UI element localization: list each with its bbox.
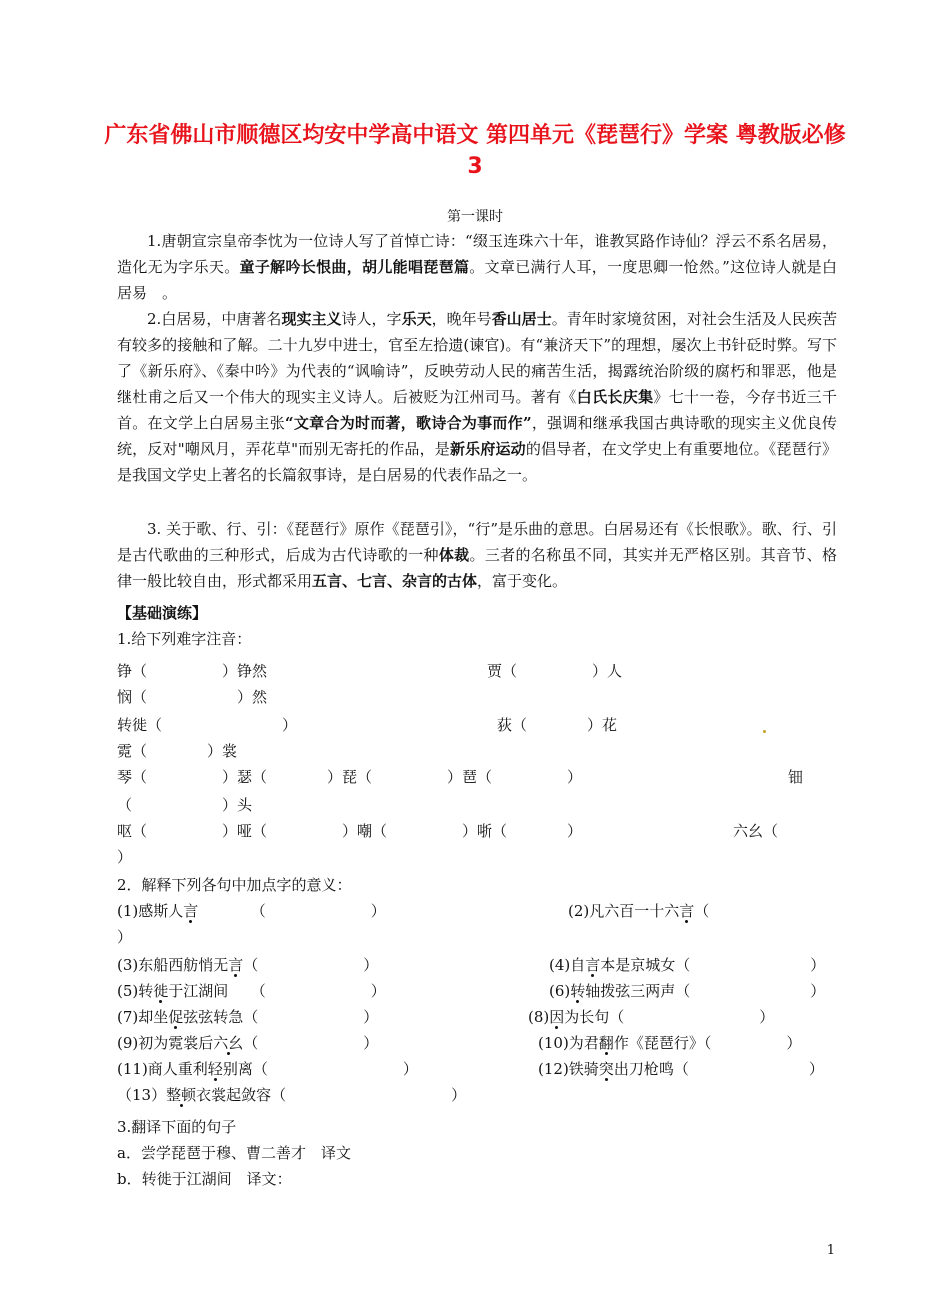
section-heading: 【基础演练】 [117, 604, 208, 622]
q1-item: 铮（ ）铮然 [117, 662, 268, 680]
q2-item-2: (2)凡六百一十六言（ [568, 902, 710, 920]
q1-item: 六幺（ [733, 822, 779, 840]
q3-item-a: a．尝学琵琶于穆、曹二善才 译文 [117, 1144, 351, 1162]
page-number: 1 [826, 1243, 835, 1258]
q1-item: 琴（ ）瑟（ ）琵（ ）琶（ ） [117, 768, 583, 786]
lesson-label: 第一课时 [447, 209, 503, 225]
q2-item-9: (9)初为霓裳后六幺（ ） [117, 1034, 379, 1052]
q2-item-12: (12)铁骑突出刀枪鸣（ ） [538, 1060, 824, 1078]
q2-item-1: (1)感斯人言 （ ） [117, 902, 386, 920]
q2-heading: 2．解释下列各句中加点字的意义： [117, 876, 352, 894]
q2-item-8: (8)因为长句（ ） [528, 1008, 775, 1026]
intro-paragraph-2: 2.白居易，中唐著名现实主义诗人，字乐天，晚年号香山居士。青年时家境贫困，对社会生活及人民疾苦有较多的接触和了解。二十九岁中进士，官至左拾遗(谏官)。有“兼济天下”的理想，屡次上书针砭时弊。写下了《新乐府》、《秦中吟》为代表的“讽喻诗”，反映劳动人民的痛苦生活，揭露统治阶级的腐朽和罪恶，他是继杜甫之后又一个伟大的现实主义诗人。后被贬为江州司马。著有《白氏长庆集》七十一卷，今存书近三千首。在文学上白居易主张“文章合为时而著，歌诗合为事而作”，强调和继承我国古典诗歌的现实主义优良传统，反对"嘲风月，弄花草"而别无寄托的作品，是新乐府运动的倡导者，在文学史上有重要地位。《琵琶行》是我国文学史上著名的长篇叙事诗，是白居易的代表作品之一。 [117, 310, 837, 484]
q1-item: 荻（ ）花 [497, 716, 618, 734]
q1-item: 转徙（ ） [117, 716, 298, 734]
q1-item: 贾（ ）人 [487, 662, 623, 680]
q2-item-7: (7)却坐促弦弦转急（ ） [117, 1008, 379, 1026]
intro-paragraph-3: 3. 关于歌、行、引：《琵琶行》原作《琵琶引》，“行”是乐曲的意思。白居易还有《长恨歌》。歌、行、引是古代歌曲的三种形式，后成为古代诗歌的一种体裁。三者的名称虽不同，其实并无严格区别。其音节、格律一般比较自由，形式都采用五言、七言、杂言的古体，富于变化。 [117, 520, 837, 590]
q2-item-3: (3)东船西舫悄无言（ ） [117, 956, 379, 974]
intro-paragraph-1: 1.唐朝宣宗皇帝李忱为一位诗人写了首悼亡诗：“缀玉连珠六十年，谁教冥路作诗仙？浮云不系名居易，造化无为字乐天。童子解吟长恨曲，胡儿能唱琵琶篇。文章已满行人耳，一度思卿一怆然。”这位诗人就是白居易 。 [117, 232, 837, 302]
q1-item: 呕（ ）哑（ ）嘲（ ）哳（ ） [117, 822, 583, 840]
q1-item: 钿 [788, 768, 804, 786]
stray-mark [763, 730, 766, 733]
q1-item: 悯（ ）然 [117, 688, 268, 706]
q3-item-b: b．转徙于江湖间 译文： [117, 1170, 292, 1188]
q2-item-11: (11)商人重利轻别离（ ） [117, 1060, 418, 1078]
page-title: 广东省佛山市顺德区均安中学高中语文 第四单元《琵琶行》学案 粤教版必修3 [104, 123, 846, 179]
q2-item-6: (6)转轴拨弦三两声（ ） [549, 982, 826, 1000]
q2-item-13: （13）整顿衣裳起敛容（ ） [117, 1086, 467, 1104]
q2-item-5: (5)转徙于江湖间 （ ） [117, 982, 386, 1000]
q1-item: 霓（ ）裳 [117, 742, 238, 760]
q1-heading: 1.给下列难字注音： [117, 630, 252, 648]
q2-item-2-close: ） [117, 928, 133, 946]
q2-item-10: (10)为君翻作《琵琶行》（ ） [538, 1034, 802, 1052]
q3-heading: 3.翻译下面的句子 [117, 1118, 237, 1136]
q1-item: （ ）头 [117, 796, 253, 814]
q2-item-4: (4)自言本是京城女（ ） [549, 956, 826, 974]
q1-item: ） [117, 848, 133, 866]
